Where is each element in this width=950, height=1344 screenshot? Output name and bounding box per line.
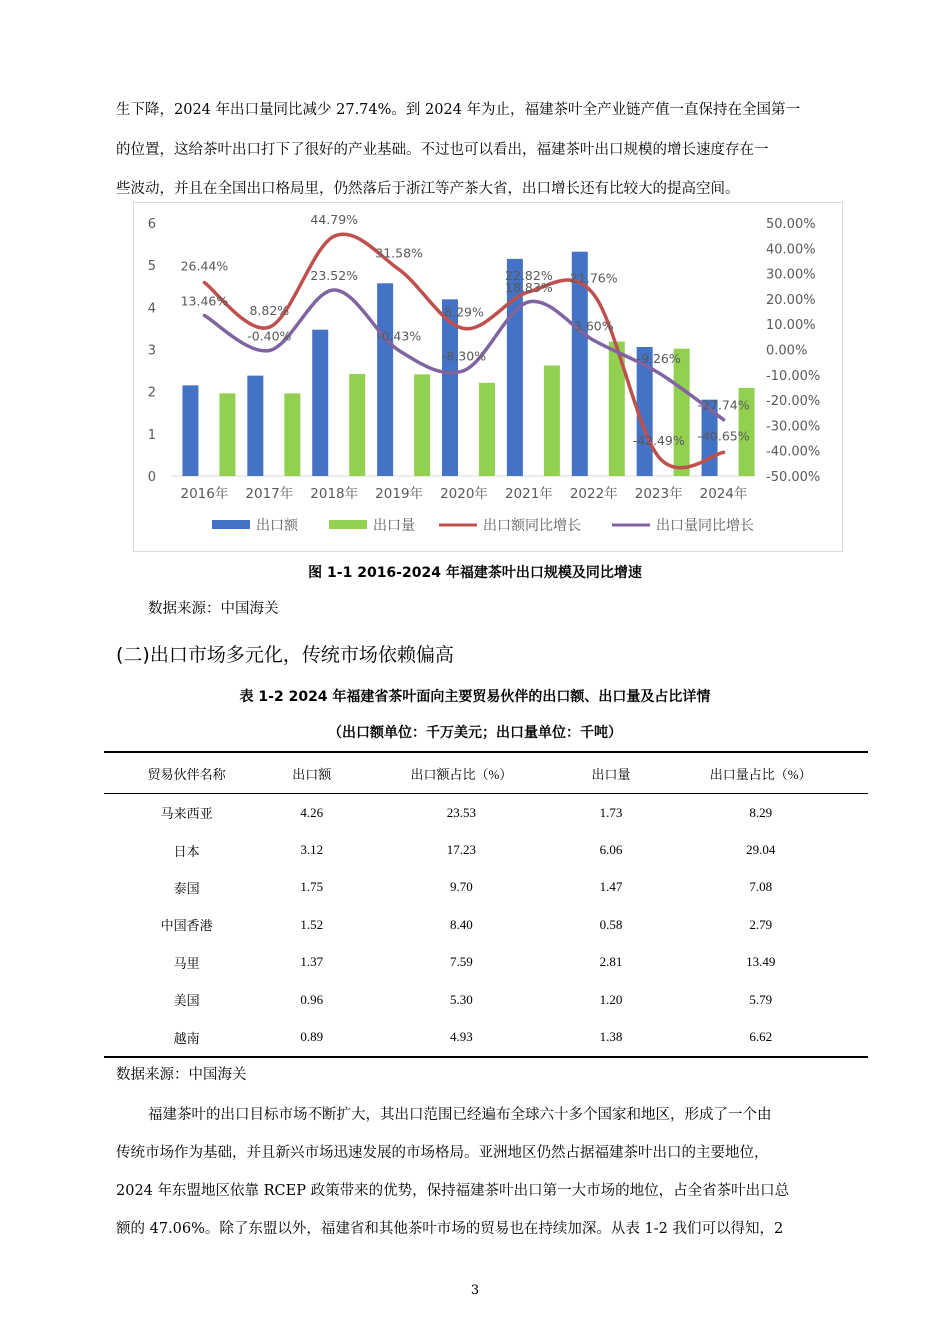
y-right-tick-label: 10.00% (766, 318, 816, 334)
table-cell: 1.52 (300, 916, 324, 932)
data-label: 26.44% (180, 258, 229, 274)
x-tick-label: 2024年 (699, 486, 748, 502)
table-cell: 6.62 (653, 1018, 868, 1056)
data-label: 23.52% (310, 267, 359, 283)
y-left-tick-label: 0 (147, 470, 156, 485)
y-left-tick-label: 2 (147, 385, 156, 401)
bar-export-value (377, 283, 393, 476)
y-right-tick-label: -20.00% (766, 394, 821, 410)
bar-export-value (312, 330, 328, 476)
y-left-tick-label: 4 (147, 301, 156, 317)
bar-export-volume (284, 393, 300, 476)
y-left-tick-label: 1 (147, 427, 156, 443)
chart-canvas (134, 203, 842, 551)
body-text-line-7: 额的 47.06%。除了东盟以外，福建省和其他茶叶市场的贸易也在持续加深。从表 1-2 我们可以得知，2 (116, 1221, 784, 1237)
table-cell: 0.96 (300, 991, 324, 1007)
table-cell: 17.23 (446, 842, 476, 858)
figure-caption: 图 1-1 2016-2024 年福建茶叶出口规模及同比增速 (308, 565, 642, 581)
table-row (104, 1018, 868, 1056)
table-cell: 7.08 (749, 879, 773, 895)
legend-swatch (212, 520, 250, 529)
y-right-tick-label: 40.00% (766, 242, 816, 258)
table-cell: 23.53 (446, 804, 476, 820)
y-right-tick-label: -50.00% (766, 470, 821, 485)
body-text-line-5: 传统市场作为基础，并且新兴市场迅速发展的市场格局。亚洲地区仍然占据福建茶叶出口的主要地位， (116, 1145, 769, 1161)
bar-export-volume (219, 393, 235, 476)
y-right-tick-label: 30.00% (766, 267, 816, 283)
data-label: -0.40% (247, 328, 292, 344)
data-label: 13.46% (180, 293, 229, 309)
table-units: （出口额单位：千万美元；出口量单位：千吨） (328, 725, 622, 741)
y-right-tick-label: 50.00% (766, 217, 816, 232)
legend-label: 出口额 (256, 518, 298, 534)
table-cell: 泰国 (173, 880, 200, 896)
bar-export-volume (349, 374, 365, 476)
table-cell: 日本 (173, 843, 200, 859)
data-label: 18.83% (505, 279, 553, 295)
x-tick-label: 2017年 (245, 486, 294, 502)
legend-label: 出口量 (373, 518, 415, 534)
data-label: -40.65% (697, 428, 750, 444)
table-cell: 1.20 (599, 991, 623, 1007)
table-cell: 4.26 (300, 804, 324, 820)
x-tick-label: 2022年 (569, 486, 618, 502)
legend-label: 出口额同比增长 (483, 518, 581, 534)
bar-export-volume (414, 374, 430, 476)
table-cell: 7.59 (449, 954, 473, 970)
section-heading: (二)出口市场多元化，传统市场依赖偏高 (116, 644, 454, 666)
table-row (104, 831, 868, 868)
table-cell: 1.47 (599, 879, 623, 895)
table-cell: 1.38 (569, 1018, 654, 1056)
table-cell: 29.04 (746, 842, 776, 858)
export-chart (133, 202, 843, 552)
data-label: -27.74% (697, 397, 750, 413)
table-row (104, 981, 868, 1018)
table-cell: 4.93 (354, 1018, 569, 1056)
table-cell: 8.29 (749, 804, 773, 820)
bar-export-value (247, 376, 263, 476)
table-cell: 8.40 (449, 916, 473, 932)
table-cell: 0.58 (599, 916, 623, 932)
table-row (104, 869, 868, 906)
table-row (104, 794, 868, 832)
bar-export-volume (544, 366, 560, 476)
data-label: 44.79% (310, 212, 359, 228)
x-tick-label: 2020年 (440, 486, 488, 502)
page-number: 3 (470, 1283, 480, 1298)
x-tick-label: 2018年 (310, 486, 359, 502)
table-cell: 5.30 (449, 991, 473, 1007)
data-label: -42.49% (632, 432, 685, 448)
x-tick-label: 2016年 (180, 486, 229, 502)
table-cell: 6.06 (599, 842, 623, 858)
table-cell: 3.12 (300, 842, 324, 858)
body-text-line-4: 福建茶叶的出口目标市场不断扩大，其出口范围已经遍布全球六十多个国家和地区，形成了一个由 (148, 1107, 772, 1123)
table-cell: 1.73 (599, 804, 623, 820)
table-cell: 美国 (173, 993, 200, 1009)
y-right-tick-label: 0.00% (766, 343, 808, 359)
table-cell: 越南 (104, 1018, 269, 1056)
table-cell: 中国香港 (160, 918, 213, 934)
bar-export-volume (479, 383, 495, 476)
body-text-line-3: 些波动，并且在全国出口格局里，仍然落后于浙江等产茶大省，出口增长还有比较大的提高空间。 (116, 181, 740, 197)
data-label: -9.26% (636, 350, 681, 366)
col-header-partner: 贸易伙伴名称 (104, 752, 269, 794)
table-cell: 0.89 (269, 1018, 354, 1056)
y-left-tick-label: 6 (147, 217, 156, 232)
x-tick-label: 2019年 (375, 486, 424, 502)
y-right-tick-label: 20.00% (766, 292, 816, 308)
body-text-line-2: 的位置，这给茶叶出口打下了很好的产业基础。不过也可以看出，福建茶叶出口规模的增长速度存在一 (116, 142, 769, 158)
table-header-row (104, 752, 868, 794)
data-label: 22.82% (505, 267, 553, 283)
body-text-line-1: 生下降，2024 年出口量同比减少 27.74%。到 2024 年为止，福建茶叶全产业链产值一直保持在全国第一 (116, 102, 801, 118)
col-header-export-value-share: 出口额占比（%） (354, 752, 569, 794)
col-header-export-volume: 出口量 (569, 752, 654, 794)
x-tick-label: 2023年 (634, 486, 683, 502)
bar-export-volume (674, 349, 690, 476)
table-cell: 1.75 (300, 879, 324, 895)
y-left-tick-label: 3 (147, 343, 156, 359)
table-cell: 马里 (173, 955, 200, 971)
bar-export-value (182, 385, 198, 476)
y-right-tick-label: -10.00% (766, 368, 821, 384)
table-cell: 2.81 (599, 954, 623, 970)
trade-partner-table (104, 751, 868, 1058)
y-right-tick-label: -40.00% (766, 444, 821, 460)
y-right-tick-label: -30.00% (766, 419, 821, 435)
y-left-tick-label: 5 (147, 259, 156, 275)
col-header-export-value: 出口额 (269, 752, 354, 794)
legend-label: 出口量同比增长 (656, 518, 754, 534)
table-cell: 5.79 (749, 991, 773, 1007)
table-cell: 2.79 (749, 916, 773, 932)
x-tick-label: 2021年 (504, 486, 553, 502)
data-label: 8.82% (249, 303, 290, 319)
body-text-line-6: 2024 年东盟地区依靠 RCEP 政策带来的优势，保持福建茶叶出口第一大市场的地位，占全省茶叶出口总 (116, 1183, 790, 1199)
data-label: -0.43% (376, 328, 422, 344)
figure-source: 数据来源：中国海关 (148, 601, 279, 617)
table-source: 数据来源：中国海关 (116, 1067, 247, 1083)
col-header-export-volume-share: 出口量占比（%） (653, 752, 868, 794)
table-cell: 马来西亚 (160, 806, 213, 822)
legend-swatch (329, 520, 367, 529)
data-label: 31.58% (375, 245, 423, 261)
table-row (104, 906, 868, 943)
data-label: -8.30% (441, 348, 487, 364)
data-label: 21.76% (569, 270, 618, 286)
table-row (104, 944, 868, 981)
table-cell: 9.70 (449, 879, 473, 895)
table-title: 表 1-2 2024 年福建省茶叶面向主要贸易伙伴的出口额、出口量及占比详情 (239, 689, 711, 705)
data-label: 3.60% (573, 318, 614, 334)
table-cell: 1.37 (300, 954, 324, 970)
table-cell: 13.49 (746, 954, 776, 970)
data-label: 8.29% (444, 304, 484, 320)
